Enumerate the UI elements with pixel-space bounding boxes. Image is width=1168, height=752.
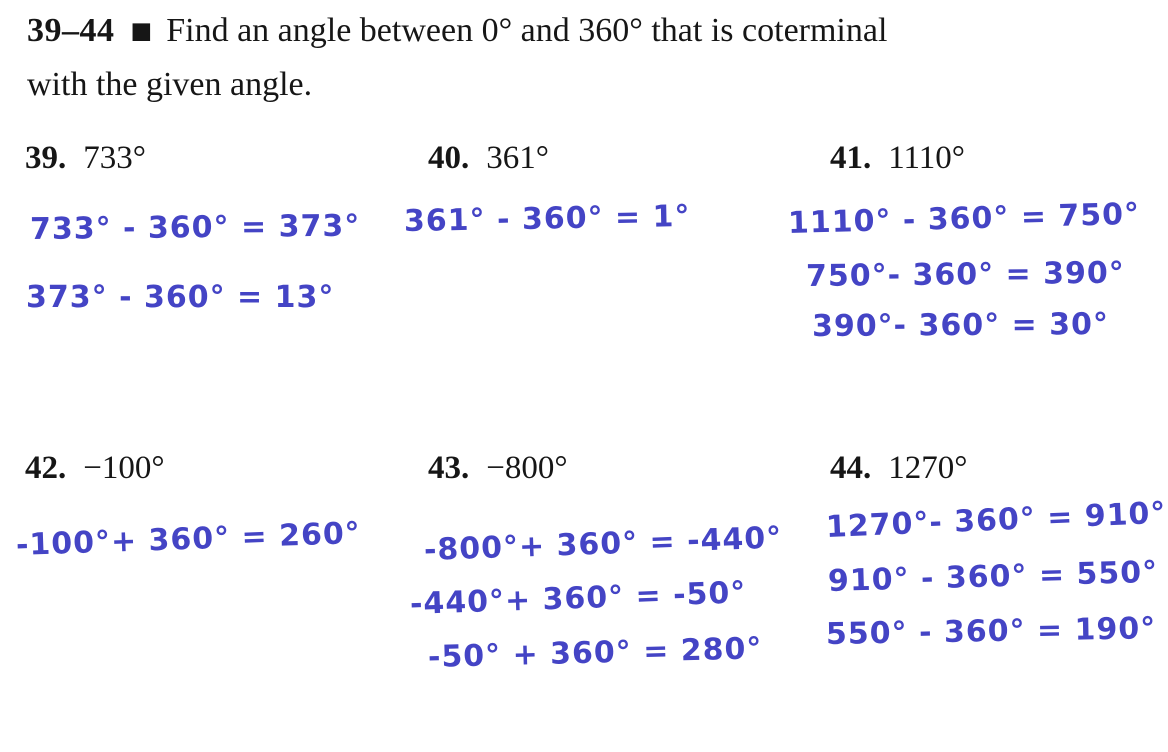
handwritten-work-44-line2: 910° - 360° = 550° <box>827 554 1159 599</box>
exercise-range: 39–44 <box>27 12 115 49</box>
handwritten-work-40-line1: 361° - 360° = 1° <box>403 199 691 239</box>
handwritten-work-39-line1: 733° - 360° = 373° <box>29 208 361 247</box>
problem-43-label <box>428 450 568 487</box>
problem-44-number: 44. <box>830 450 872 486</box>
instruction-line1: Find an angle between 0° and 360° that is coterminal <box>166 12 888 49</box>
problem-42-label <box>25 450 165 487</box>
problem-44-angle: 1270° <box>888 450 968 486</box>
problem-41-angle: 1110° <box>888 140 965 176</box>
instruction-line2: with the given angle. <box>27 66 313 103</box>
problem-39-label <box>25 140 146 177</box>
handwritten-work-42-line1: -100°+ 360° = 260° <box>15 515 362 563</box>
problem-40-label <box>428 140 549 177</box>
handwritten-work-41-line3: 390°- 360° = 30° <box>811 306 1110 344</box>
handwritten-work-41-line2: 750°- 360° = 390° <box>805 255 1125 294</box>
handwritten-work-43-line3: -50° + 360° = 280° <box>427 631 763 675</box>
handwritten-work-44-line1: 1270°- 360° = 910° <box>825 495 1168 545</box>
problem-42-number: 42. <box>25 450 67 486</box>
problem-41-number: 41. <box>830 140 872 176</box>
problem-43-number: 43. <box>428 450 470 486</box>
problem-40-number: 40. <box>428 140 470 176</box>
handwritten-work-43-line1: -800°+ 360° = -440° <box>423 520 783 568</box>
handwritten-work-43-line2: -440°+ 360° = -50° <box>409 575 747 622</box>
problem-40-angle: 361° <box>486 140 549 176</box>
exercise-header <box>27 12 887 50</box>
problem-43-angle: −800° <box>486 450 568 486</box>
problem-39-angle: 733° <box>83 140 146 176</box>
handwritten-work-39-line2: 373° - 360° = 13° <box>26 280 335 315</box>
problem-42-angle: −100° <box>83 450 165 486</box>
handwritten-work-44-line3: 550° - 360° = 190° <box>825 611 1157 652</box>
section-bullet-icon: ■ <box>130 18 153 44</box>
problem-39-number: 39. <box>25 140 67 176</box>
problem-41-label <box>830 140 965 177</box>
handwritten-work-41-line1: 1110° - 360° = 750° <box>787 196 1141 241</box>
problem-44-label <box>830 450 967 487</box>
